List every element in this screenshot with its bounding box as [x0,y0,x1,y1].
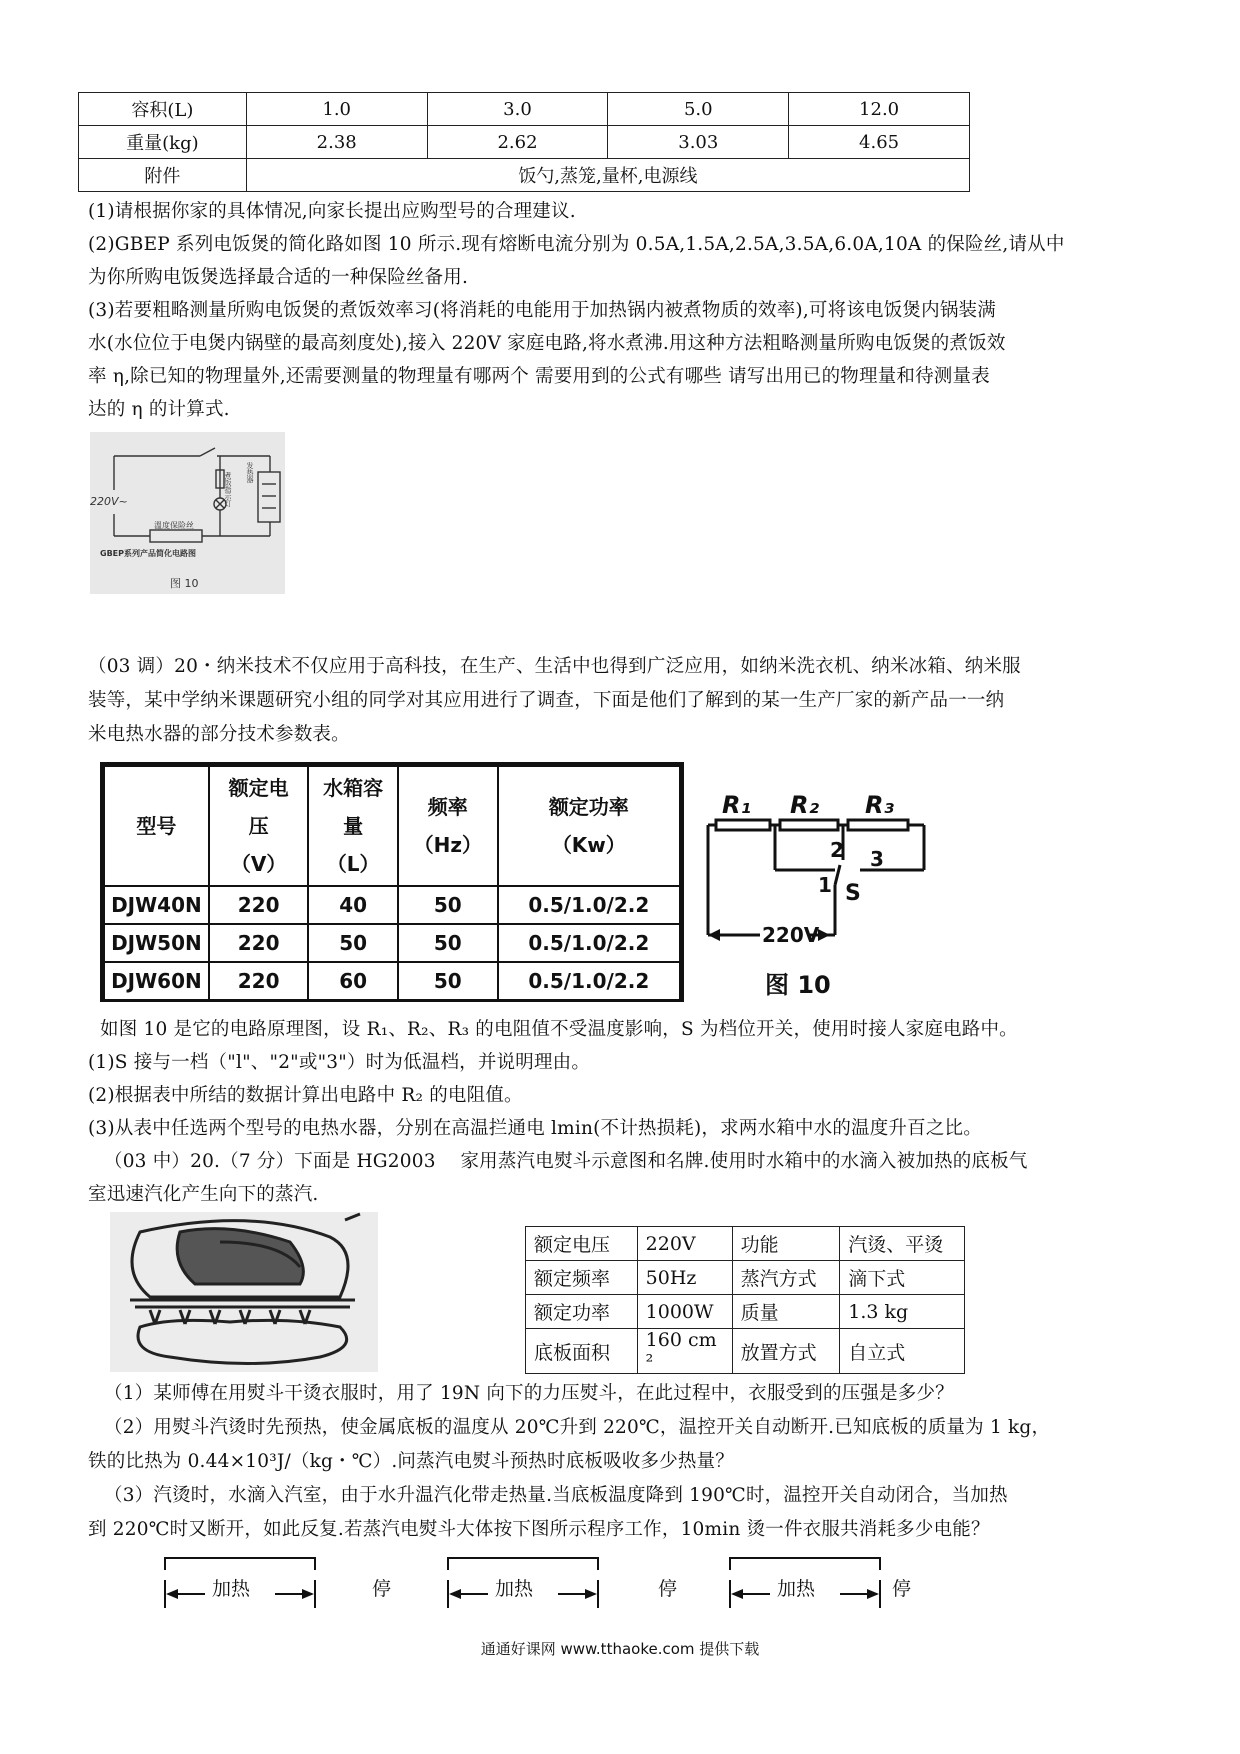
table-row [104,924,680,962]
header-voltage: 额定电 压 （V） [209,766,309,886]
voltage-label: 220V~ [90,495,128,508]
table-cell: 5.0 [608,93,789,126]
heat-label: 加热 [212,1578,251,1600]
table-cell: 0.5/1.0/2.2 [498,962,680,1000]
table-row [526,1329,965,1374]
table-cell: 220V [637,1227,732,1261]
question-1-3-cont: 率 η,除已知的物理量外,还需要测量的物理量有哪两个 需要用到的公式有哪些 请写出用已的物理量和待测量表 [88,366,990,387]
heater-label: 发热器 [246,462,254,483]
table-cell: 40 [308,886,398,924]
table-cell: 160 cm ² [637,1329,732,1374]
question-1-3-cont: 达的 η 的计算式. [88,399,230,420]
table-row [79,159,970,192]
stop-label: 停 [658,1578,678,1600]
nano-heater-spec-table [103,765,681,1001]
table-cell: 1.3 kg [840,1295,965,1329]
table-cell: 放置方式 [732,1329,840,1374]
question-1-3: (3)若要粗略测量所购电饭煲的煮饭效率习(将消耗的电能用于加热锅内被煮物质的效率),可将该电饭煲内锅装满 [88,300,996,321]
table-row [526,1227,965,1261]
table-cell: 50 [398,962,498,1000]
question-2-1: (1)S 接与一档（"l"、"2"或"3"）时为低温档，并说明理由。 [88,1052,591,1073]
question-1-2: (2)GBEP 系列电饭煲的简化路如图 10 所示.现有熔断电流分别为 0.5A,1.5A,2.5A,3.5A,6.0A,10A 的保险丝,请从中 [88,234,1065,255]
table-cell: 220 [209,924,309,962]
rice-cooker-circuit-figure [90,432,285,594]
table-cell: 0.5/1.0/2.2 [498,886,680,924]
question-2-2: (2)根据表中所结的数据计算出电路中 R₂ 的电阻值。 [88,1085,523,1106]
table-cell: 220 [209,962,309,1000]
table-cell: 额定频率 [526,1261,638,1295]
table-cell: 功能 [732,1227,840,1261]
r1-label: R₁ [722,791,751,819]
page-footer: 通通好课网 www.tthaoke.com 提供下载 [480,1640,760,1658]
contact-3-label: 3 [870,847,884,871]
table-cell: 50 [308,924,398,962]
table-cell: DJW60N [104,962,209,1000]
question-3-intro: （03 中）20.（7 分）下面是 HG2003 家用蒸汽电熨斗示意图和名牌.使用时水箱中的水滴入被加热的底板气 [104,1151,1028,1172]
steam-iron-figure [110,1212,378,1372]
question-3-1: （1）某师傅在用熨斗干烫衣服时，用了 19N 向下的力压熨斗，在此过程中，衣服受到的压强是多少？ [104,1383,954,1404]
question-2-intro: （03 调）20・纳米技术不仅应用于高科技，在生产、生活中也得到广泛应用，如纳米洗衣机、纳米冰箱、纳米服 [88,656,1021,677]
indicator-label: 煮饭指示灯 [224,472,232,507]
question-2-text: 如图 10 是它的电路原理图，设 R₁、R₂、R₃ 的电阻值不受温度影响，S 为档位开关，使用时接人家庭电路中。 [100,1019,1018,1040]
table-row [104,962,680,1000]
question-3-3-cont: 到 220℃时又断开，如此反复.若蒸汽电熨斗大体按下图所示程序工作，10min 烫一件衣服共消耗多少电能？ [88,1519,990,1540]
table-cell: 汽烫、平烫 [840,1227,965,1261]
switch-label: S [845,881,861,906]
rice-cooker-spec-table [78,92,970,192]
figure-label: 图 10 [765,971,831,999]
contact-1-label: 1 [818,873,832,897]
table-row [526,1261,965,1295]
table-cell: 3.03 [608,126,789,159]
heat-label: 加热 [495,1578,534,1600]
contact-2-label: 2 [830,838,844,862]
table-cell: 1.0 [246,93,427,126]
header-frequency: 频率 （Hz） [398,766,498,886]
circuit-diagram [90,432,285,594]
table-cell: 自立式 [840,1329,965,1374]
table-cell: 底板面积 [526,1329,638,1374]
r2-label: R₂ [790,791,819,819]
table-cell: 4.65 [789,126,970,159]
question-1-1: (1)请根据你家的具体情况,向家长提出应购型号的合理建议. [88,201,576,222]
stop-label: 停 [892,1578,912,1600]
table-cell: 50Hz [637,1261,732,1295]
table-row [526,1295,965,1329]
table-cell: DJW50N [104,924,209,962]
table-cell: 饭勺,蒸笼,量杯,电源线 [246,159,969,192]
header-model: 型号 [104,766,209,886]
table-cell: 50 [398,924,498,962]
heat-label: 加热 [777,1578,816,1600]
row-label: 附件 [79,159,247,192]
table-cell: 3.0 [427,93,608,126]
table-cell: 12.0 [789,93,970,126]
table-cell: 50 [398,886,498,924]
question-3-2: （2）用熨斗汽烫时先预热，使金属底板的温度从 20℃升到 220℃，温控开关自动断开.已知底板的质量为 1 kg， [104,1417,1051,1438]
table-cell: 2.62 [427,126,608,159]
question-2-intro-cont: 装等，某中学纳米课题研究小组的同学对其应用进行了调查，下面是他们了解到的某一生产厂家的新产品一一纳 [88,690,1005,711]
table-cell: 质量 [732,1295,840,1329]
question-1-3-cont: 水(水位位于电煲内锅壁的最高刻度处),接入 220V 家庭电路,将水煮沸.用这种方法粗略测量所购电饭煲的煮饭效 [88,333,1006,354]
row-label: 重量(kg) [79,126,247,159]
table-cell: 额定功率 [526,1295,638,1329]
table-row [104,886,680,924]
r3-label: R₃ [865,791,894,819]
heating-timeline [150,1548,940,1618]
figure-caption: GBEP系列产品简化电路图 [100,549,196,558]
question-3-2-cont: 铁的比热为 0.44×10³J/（kg・℃）.问蒸汽电熨斗预热时底板吸收多少热量？ [88,1451,735,1472]
question-3-intro-cont: 室迅速汽化产生向下的蒸汽. [88,1184,319,1205]
table-row [79,93,970,126]
table-row [79,126,970,159]
table-cell: 2.38 [246,126,427,159]
row-label: 容积(L) [79,93,247,126]
heater-circuit-figure [700,775,940,1000]
heater-circuit-diagram [700,775,940,1000]
timeline-diagram [150,1548,940,1618]
steam-iron-drawing [110,1212,378,1372]
header-capacity: 水箱容 量 （L） [308,766,398,886]
table-cell: 额定电压 [526,1227,638,1261]
question-1-2-cont: 为你所购电饭煲选择最合适的一种保险丝备用. [88,267,469,288]
question-3-3: （3）汽烫时，水滴入汽室，由于水升温汽化带走热量.当底板温度降到 190℃时，温控开关自动闭合，当加热 [104,1485,1008,1506]
table-cell: 60 [308,962,398,1000]
table-cell: DJW40N [104,886,209,924]
stop-label: 停 [372,1578,392,1600]
table-header-row [104,766,680,886]
iron-nameplate-table [525,1226,965,1374]
figure-label: 图 10 [170,577,199,590]
table-cell: 220 [209,886,309,924]
table-cell: 1000W [637,1295,732,1329]
voltage-label: 220V [762,923,820,947]
question-2-3: (3)从表中任选两个型号的电热水器，分别在高温拦通电 lmin(不计热损耗)，求两水箱中水的温度升百之比。 [88,1118,982,1139]
header-power: 额定功率 （Kw） [498,766,680,886]
table-cell: 滴下式 [840,1261,965,1295]
fuse-label: 溫度保险丝 [154,521,194,530]
table-cell: 0.5/1.0/2.2 [498,924,680,962]
question-2-intro-cont: 米电热水器的部分技术参数表。 [88,724,350,745]
table-cell: 蒸汽方式 [732,1261,840,1295]
